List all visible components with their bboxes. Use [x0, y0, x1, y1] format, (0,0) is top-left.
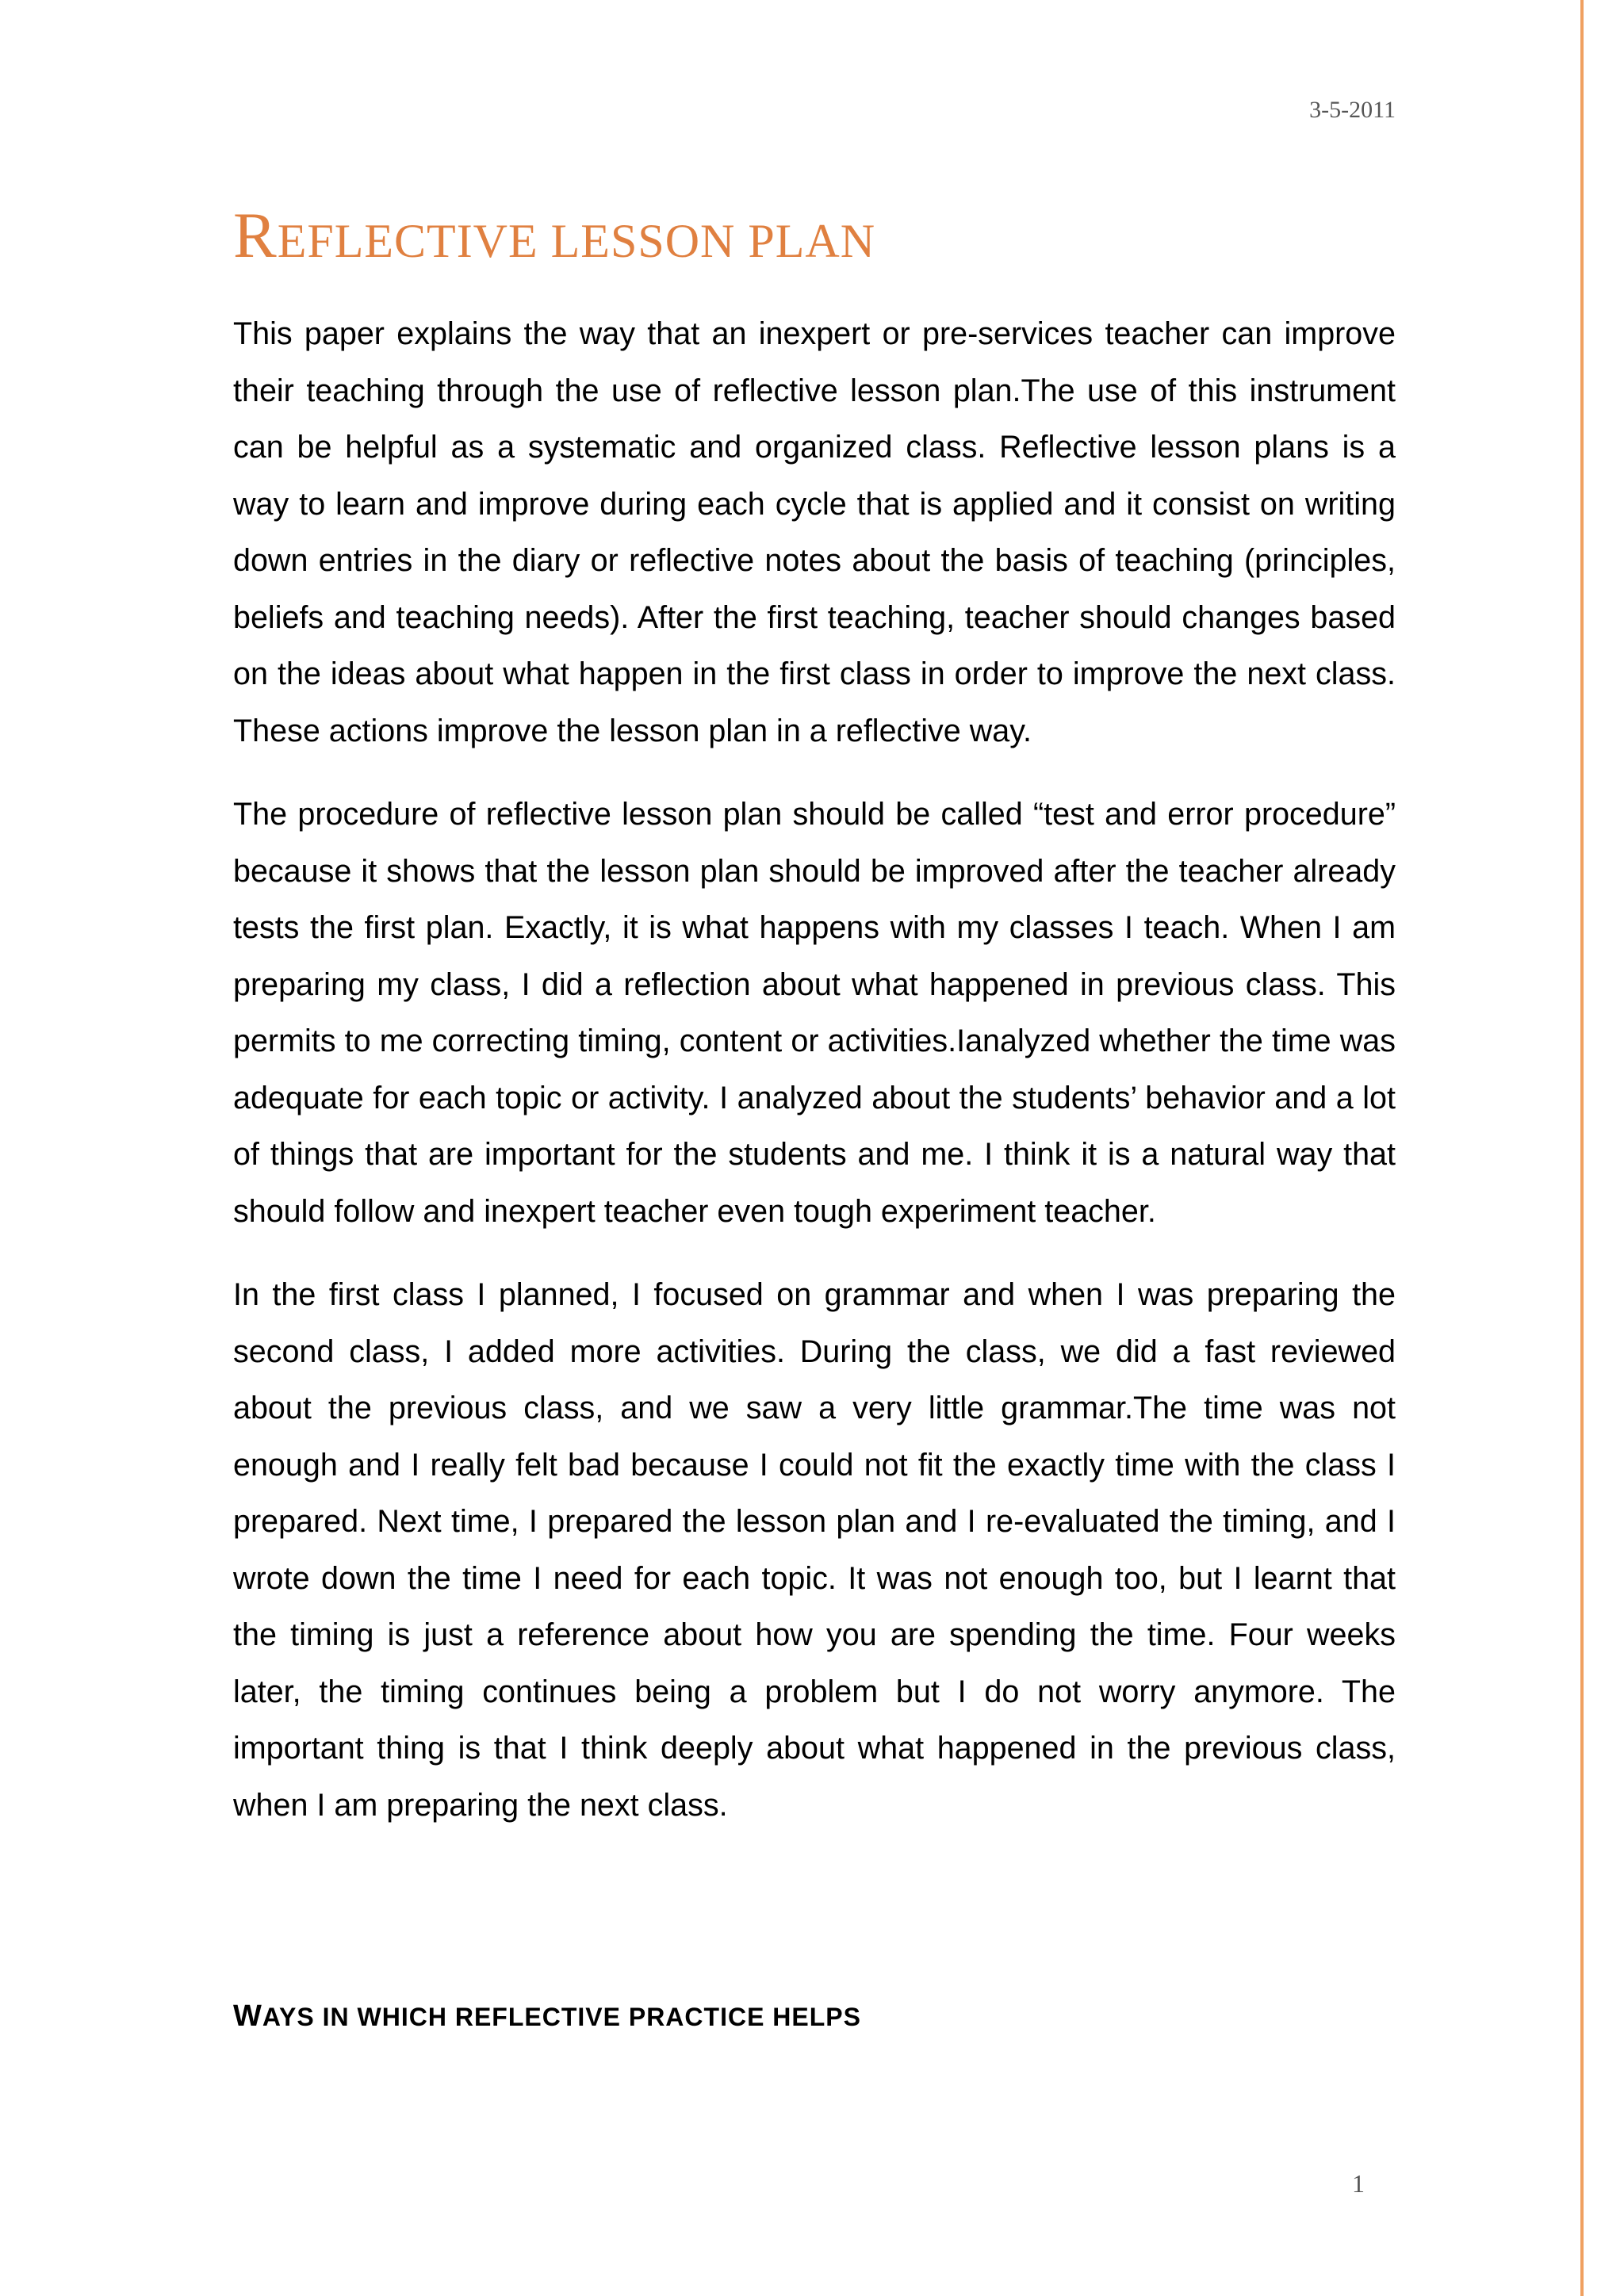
- title-first-letter: R: [233, 199, 278, 271]
- document-title: [233, 197, 875, 274]
- paragraph-1: This paper explains the way that an inexpert or pre-services teacher can improve their teaching through the use of reflective lesson plan.The use of this instrument can be helpful as a systematic and organized class. Reflective lesson plans is a way to learn and improve during each cycle that is applied and it consist on writing down entries in the diary or reflective notes about the basis of teaching (principles, beliefs and teaching needs). After the first teaching, teacher should changes based on the ideas about what happen in the first class in order to improve the next class. These actions improve the lesson plan in a reflective way.: [233, 316, 1396, 748]
- paragraph-3: In the first class I planned, I focused on grammar and when I was preparing the second class, I added more activities. During the class, we did a fast reviewed about the previous class, and we saw a very little grammar.The time was not enough and I really felt bad because I could not fit the exactly time with the class I prepared. Next time, I prepared the lesson plan and I re-evaluated the timing, and I wrote down the time I need for each topic. It was not enough too, but I learnt that the timing is just a reference about how you are spending the time. Four weeks later, the timing continues being a problem but I do not worry anymore. The important thing is that I think deeply about what happened in the previous class, when I am preparing the next class.: [233, 1277, 1396, 1823]
- subheading-first-letter: W: [233, 1999, 262, 2033]
- header-date: 3-5-2011: [1309, 97, 1396, 123]
- right-margin-border: [1580, 0, 1584, 2296]
- document-body: [233, 306, 1396, 1861]
- section-heading: [233, 1999, 861, 2034]
- paragraph-2: The procedure of reflective lesson plan should be called “test and error procedure” because it shows that the lesson plan should be improved after the teacher already tests the first plan. Exactly, it is what happens with my classes I teach. When I am preparing my class, I did a reflection about what happened in previous class. This permits to me correcting timing, content or activities.Ianalyzed whether the time was adequate for each topic or activity. I analyzed about the students’ behavior and a lot of things that are important for the students and me. I think it is a natural way that should follow and inexpert teacher even tough experiment teacher.: [233, 797, 1396, 1229]
- title-rest: EFLECTIVE LESSON PLAN: [277, 215, 876, 267]
- subheading-rest: AYS IN WHICH REFLECTIVE PRACTICE HELPS: [262, 2003, 861, 2031]
- page-number: 1: [1352, 2169, 1365, 2198]
